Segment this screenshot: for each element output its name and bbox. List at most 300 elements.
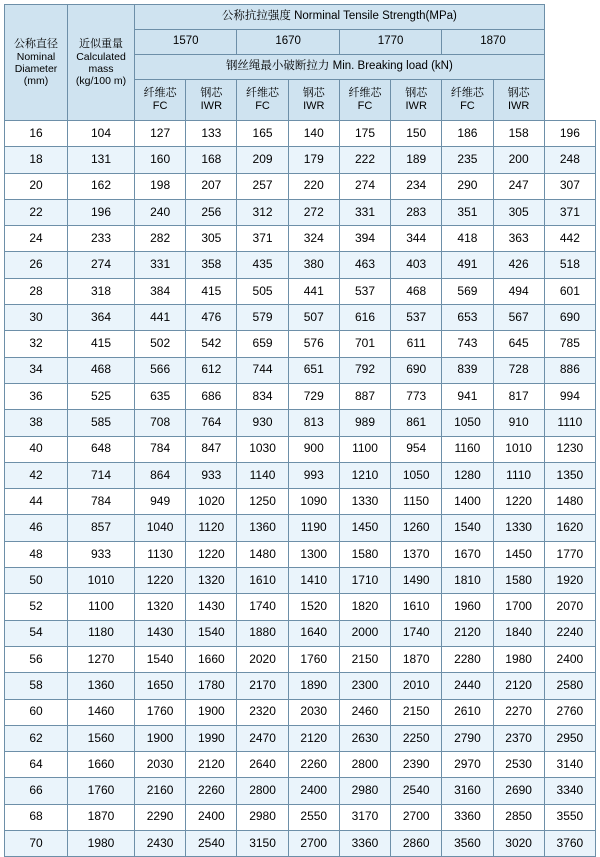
- cell-breaking-load: 248: [544, 147, 595, 173]
- table-row: [5, 462, 596, 488]
- cell-calculated-mass: 585: [68, 410, 135, 436]
- cell-breaking-load: 645: [493, 331, 544, 357]
- cell-breaking-load: 2260: [186, 778, 237, 804]
- cell-breaking-load: 864: [135, 462, 186, 488]
- cell-breaking-load: 1640: [288, 620, 339, 646]
- cell-breaking-load: 2950: [544, 725, 595, 751]
- cell-breaking-load: 537: [391, 305, 442, 331]
- cell-breaking-load: 2400: [544, 646, 595, 672]
- cell-calculated-mass: 104: [68, 121, 135, 147]
- header-core-iwr-1870: 钢芯 IWR: [493, 80, 544, 121]
- cell-calculated-mass: 131: [68, 147, 135, 173]
- cell-breaking-load: 441: [135, 305, 186, 331]
- cell-breaking-load: 1760: [288, 646, 339, 672]
- cell-breaking-load: 220: [288, 173, 339, 199]
- cell-breaking-load: 2120: [493, 673, 544, 699]
- cell-breaking-load: 2690: [493, 778, 544, 804]
- cell-breaking-load: 1820: [339, 594, 390, 620]
- cell-calculated-mass: 1270: [68, 646, 135, 672]
- cell-breaking-load: 282: [135, 226, 186, 252]
- wire-rope-spec-table: [4, 4, 596, 857]
- table-row: [5, 199, 596, 225]
- cell-breaking-load: 1980: [493, 646, 544, 672]
- cell-breaking-load: 2470: [237, 725, 288, 751]
- cell-breaking-load: 2000: [339, 620, 390, 646]
- cell-nominal-diameter: 64: [5, 752, 68, 778]
- cell-nominal-diameter: 24: [5, 226, 68, 252]
- cell-breaking-load: 784: [135, 436, 186, 462]
- cell-breaking-load: 256: [186, 199, 237, 225]
- cell-breaking-load: 2800: [237, 778, 288, 804]
- cell-breaking-load: 1120: [186, 515, 237, 541]
- cell-calculated-mass: 196: [68, 199, 135, 225]
- cell-calculated-mass: 525: [68, 383, 135, 409]
- header-grade-1570: 1570: [135, 30, 237, 55]
- cell-nominal-diameter: 42: [5, 462, 68, 488]
- cell-breaking-load: 2430: [135, 831, 186, 857]
- header-core-fc-1670: 纤维芯 FC: [237, 80, 288, 121]
- cell-breaking-load: 494: [493, 278, 544, 304]
- cell-calculated-mass: 784: [68, 489, 135, 515]
- cell-breaking-load: 2120: [288, 725, 339, 751]
- cell-calculated-mass: 233: [68, 226, 135, 252]
- cell-breaking-load: 1710: [339, 568, 390, 594]
- cell-breaking-load: 179: [288, 147, 339, 173]
- cell-breaking-load: 2980: [339, 778, 390, 804]
- cell-breaking-load: 3340: [544, 778, 595, 804]
- cell-calculated-mass: 1010: [68, 568, 135, 594]
- cell-breaking-load: 1890: [288, 673, 339, 699]
- cell-breaking-load: 274: [339, 173, 390, 199]
- cell-breaking-load: 729: [288, 383, 339, 409]
- cell-breaking-load: 3150: [237, 831, 288, 857]
- cell-calculated-mass: 468: [68, 357, 135, 383]
- cell-breaking-load: 160: [135, 147, 186, 173]
- header-grade-1870: 1870: [442, 30, 544, 55]
- cell-breaking-load: 847: [186, 436, 237, 462]
- cell-breaking-load: 158: [493, 121, 544, 147]
- cell-nominal-diameter: 48: [5, 541, 68, 567]
- cell-breaking-load: 3550: [544, 804, 595, 830]
- cell-breaking-load: 1870: [391, 646, 442, 672]
- header-core-iwr-1770: 钢芯 IWR: [391, 80, 442, 121]
- cell-breaking-load: 2030: [135, 752, 186, 778]
- cell-breaking-load: 635: [135, 383, 186, 409]
- cell-breaking-load: 1480: [544, 489, 595, 515]
- cell-breaking-load: 247: [493, 173, 544, 199]
- cell-breaking-load: 1230: [544, 436, 595, 462]
- cell-breaking-load: 234: [391, 173, 442, 199]
- cell-breaking-load: 1050: [442, 410, 493, 436]
- cell-breaking-load: 2300: [339, 673, 390, 699]
- cell-breaking-load: 133: [186, 121, 237, 147]
- cell-breaking-load: 127: [135, 121, 186, 147]
- table-row: [5, 173, 596, 199]
- cell-breaking-load: 235: [442, 147, 493, 173]
- cell-calculated-mass: 1660: [68, 752, 135, 778]
- cell-breaking-load: 651: [288, 357, 339, 383]
- cell-breaking-load: 1160: [442, 436, 493, 462]
- cell-breaking-load: 371: [237, 226, 288, 252]
- cell-breaking-load: 2260: [288, 752, 339, 778]
- cell-breaking-load: 507: [288, 305, 339, 331]
- cell-breaking-load: 175: [339, 121, 390, 147]
- cell-nominal-diameter: 22: [5, 199, 68, 225]
- cell-breaking-load: 567: [493, 305, 544, 331]
- cell-breaking-load: 426: [493, 252, 544, 278]
- cell-breaking-load: 1650: [135, 673, 186, 699]
- cell-breaking-load: 3560: [442, 831, 493, 857]
- cell-breaking-load: 2270: [493, 699, 544, 725]
- cell-nominal-diameter: 56: [5, 646, 68, 672]
- cell-breaking-load: 3360: [442, 804, 493, 830]
- cell-breaking-load: 537: [339, 278, 390, 304]
- cell-calculated-mass: 364: [68, 305, 135, 331]
- table-row: [5, 331, 596, 357]
- cell-nominal-diameter: 18: [5, 147, 68, 173]
- cell-calculated-mass: 162: [68, 173, 135, 199]
- cell-breaking-load: 1010: [493, 436, 544, 462]
- cell-breaking-load: 1210: [339, 462, 390, 488]
- table-row: [5, 699, 596, 725]
- cell-nominal-diameter: 26: [5, 252, 68, 278]
- cell-breaking-load: 1430: [135, 620, 186, 646]
- cell-breaking-load: 324: [288, 226, 339, 252]
- cell-breaking-load: 2150: [339, 646, 390, 672]
- cell-breaking-load: 1150: [391, 489, 442, 515]
- cell-breaking-load: 1190: [288, 515, 339, 541]
- cell-breaking-load: 1490: [391, 568, 442, 594]
- table-row: [5, 594, 596, 620]
- cell-breaking-load: 1740: [237, 594, 288, 620]
- cell-breaking-load: 3360: [339, 831, 390, 857]
- cell-calculated-mass: 1760: [68, 778, 135, 804]
- cell-nominal-diameter: 50: [5, 568, 68, 594]
- cell-breaking-load: 2070: [544, 594, 595, 620]
- cell-breaking-load: 1220: [493, 489, 544, 515]
- cell-breaking-load: 344: [391, 226, 442, 252]
- cell-nominal-diameter: 44: [5, 489, 68, 515]
- header-grade-1670: 1670: [237, 30, 339, 55]
- cell-calculated-mass: 1870: [68, 804, 135, 830]
- table-row: [5, 489, 596, 515]
- cell-nominal-diameter: 38: [5, 410, 68, 436]
- cell-breaking-load: 2150: [391, 699, 442, 725]
- cell-breaking-load: 2700: [391, 804, 442, 830]
- cell-breaking-load: 150: [391, 121, 442, 147]
- cell-breaking-load: 1480: [237, 541, 288, 567]
- table-body: [5, 121, 596, 857]
- cell-breaking-load: 505: [237, 278, 288, 304]
- cell-nominal-diameter: 70: [5, 831, 68, 857]
- cell-breaking-load: 2530: [493, 752, 544, 778]
- cell-calculated-mass: 1100: [68, 594, 135, 620]
- cell-breaking-load: 240: [135, 199, 186, 225]
- cell-breaking-load: 2980: [237, 804, 288, 830]
- cell-breaking-load: 1880: [237, 620, 288, 646]
- cell-breaking-load: 358: [186, 252, 237, 278]
- cell-breaking-load: 686: [186, 383, 237, 409]
- cell-breaking-load: 1320: [186, 568, 237, 594]
- cell-nominal-diameter: 28: [5, 278, 68, 304]
- cell-breaking-load: 2760: [544, 699, 595, 725]
- cell-breaking-load: 744: [237, 357, 288, 383]
- cell-breaking-load: 491: [442, 252, 493, 278]
- table-row: [5, 515, 596, 541]
- header-core-fc-1570: 纤维芯 FC: [135, 80, 186, 121]
- cell-breaking-load: 1670: [442, 541, 493, 567]
- cell-breaking-load: 1900: [186, 699, 237, 725]
- cell-breaking-load: 1540: [442, 515, 493, 541]
- cell-breaking-load: 1030: [237, 436, 288, 462]
- cell-breaking-load: 1220: [186, 541, 237, 567]
- header-core-fc-1770: 纤维芯 FC: [339, 80, 390, 121]
- cell-breaking-load: 569: [442, 278, 493, 304]
- cell-breaking-load: 933: [186, 462, 237, 488]
- cell-breaking-load: 579: [237, 305, 288, 331]
- cell-breaking-load: 954: [391, 436, 442, 462]
- cell-breaking-load: 1360: [237, 515, 288, 541]
- table-head: [5, 5, 596, 121]
- cell-breaking-load: 949: [135, 489, 186, 515]
- header-core-iwr-1570: 钢芯 IWR: [186, 80, 237, 121]
- cell-breaking-load: 2400: [186, 804, 237, 830]
- cell-breaking-load: 380: [288, 252, 339, 278]
- cell-breaking-load: 1140: [237, 462, 288, 488]
- cell-breaking-load: 2860: [391, 831, 442, 857]
- cell-nominal-diameter: 16: [5, 121, 68, 147]
- header-tensile-strength: 公称抗拉强度 Norminal Tensile Strength(MPa): [135, 5, 545, 30]
- cell-breaking-load: 2400: [288, 778, 339, 804]
- table-row: [5, 541, 596, 567]
- cell-breaking-load: 2850: [493, 804, 544, 830]
- cell-breaking-load: 442: [544, 226, 595, 252]
- cell-nominal-diameter: 20: [5, 173, 68, 199]
- cell-nominal-diameter: 30: [5, 305, 68, 331]
- cell-breaking-load: 612: [186, 357, 237, 383]
- cell-breaking-load: 1100: [339, 436, 390, 462]
- cell-breaking-load: 1020: [186, 489, 237, 515]
- cell-breaking-load: 690: [544, 305, 595, 331]
- cell-breaking-load: 209: [237, 147, 288, 173]
- table-row: [5, 305, 596, 331]
- header-min-breaking-load: 钢丝绳最小破断拉力 Min. Breaking load (kN): [135, 55, 545, 80]
- cell-calculated-mass: 857: [68, 515, 135, 541]
- cell-breaking-load: 198: [135, 173, 186, 199]
- cell-breaking-load: 415: [186, 278, 237, 304]
- cell-breaking-load: 792: [339, 357, 390, 383]
- cell-breaking-load: 435: [237, 252, 288, 278]
- cell-breaking-load: 861: [391, 410, 442, 436]
- cell-breaking-load: 1840: [493, 620, 544, 646]
- cell-breaking-load: 1700: [493, 594, 544, 620]
- table-row: [5, 252, 596, 278]
- header-grade-1770: 1770: [339, 30, 441, 55]
- header-nominal-diameter: 公称直径 Nominal Diameter (mm): [5, 5, 68, 121]
- table-row: [5, 383, 596, 409]
- cell-breaking-load: 384: [135, 278, 186, 304]
- header-calculated-mass: 近似重量 Calculated mass (kg/100 m): [68, 5, 135, 121]
- cell-breaking-load: 1250: [237, 489, 288, 515]
- cell-breaking-load: 1610: [237, 568, 288, 594]
- cell-breaking-load: 1050: [391, 462, 442, 488]
- table-row: [5, 278, 596, 304]
- cell-breaking-load: 283: [391, 199, 442, 225]
- cell-nominal-diameter: 52: [5, 594, 68, 620]
- cell-breaking-load: 2580: [544, 673, 595, 699]
- cell-breaking-load: 659: [237, 331, 288, 357]
- cell-breaking-load: 351: [442, 199, 493, 225]
- cell-breaking-load: 2250: [391, 725, 442, 751]
- cell-breaking-load: 2630: [339, 725, 390, 751]
- cell-breaking-load: 1990: [186, 725, 237, 751]
- cell-breaking-load: 817: [493, 383, 544, 409]
- cell-breaking-load: 371: [544, 199, 595, 225]
- cell-breaking-load: 2370: [493, 725, 544, 751]
- cell-nominal-diameter: 60: [5, 699, 68, 725]
- cell-breaking-load: 476: [186, 305, 237, 331]
- cell-breaking-load: 785: [544, 331, 595, 357]
- cell-breaking-load: 2020: [237, 646, 288, 672]
- cell-nominal-diameter: 54: [5, 620, 68, 646]
- cell-breaking-load: 2440: [442, 673, 493, 699]
- cell-breaking-load: 1450: [339, 515, 390, 541]
- cell-breaking-load: 576: [288, 331, 339, 357]
- cell-breaking-load: 463: [339, 252, 390, 278]
- cell-breaking-load: 1780: [186, 673, 237, 699]
- cell-breaking-load: 3170: [339, 804, 390, 830]
- table-row: [5, 226, 596, 252]
- cell-breaking-load: 690: [391, 357, 442, 383]
- cell-breaking-load: 601: [544, 278, 595, 304]
- cell-breaking-load: 2640: [237, 752, 288, 778]
- cell-breaking-load: 1280: [442, 462, 493, 488]
- cell-breaking-load: 2120: [442, 620, 493, 646]
- cell-breaking-load: 708: [135, 410, 186, 436]
- cell-breaking-load: 2610: [442, 699, 493, 725]
- cell-breaking-load: 653: [442, 305, 493, 331]
- cell-breaking-load: 1920: [544, 568, 595, 594]
- cell-nominal-diameter: 58: [5, 673, 68, 699]
- cell-breaking-load: 2800: [339, 752, 390, 778]
- table-row: [5, 646, 596, 672]
- cell-calculated-mass: 415: [68, 331, 135, 357]
- cell-breaking-load: 1620: [544, 515, 595, 541]
- cell-nominal-diameter: 68: [5, 804, 68, 830]
- cell-breaking-load: 305: [493, 199, 544, 225]
- cell-breaking-load: 2460: [339, 699, 390, 725]
- cell-breaking-load: 1740: [391, 620, 442, 646]
- cell-breaking-load: 2390: [391, 752, 442, 778]
- cell-breaking-load: 616: [339, 305, 390, 331]
- cell-breaking-load: 2320: [237, 699, 288, 725]
- table-row: [5, 673, 596, 699]
- cell-breaking-load: 813: [288, 410, 339, 436]
- cell-breaking-load: 910: [493, 410, 544, 436]
- cell-breaking-load: 834: [237, 383, 288, 409]
- cell-breaking-load: 2280: [442, 646, 493, 672]
- cell-calculated-mass: 1980: [68, 831, 135, 857]
- cell-breaking-load: 441: [288, 278, 339, 304]
- cell-calculated-mass: 1180: [68, 620, 135, 646]
- cell-breaking-load: 2700: [288, 831, 339, 857]
- cell-breaking-load: 566: [135, 357, 186, 383]
- cell-breaking-load: 1810: [442, 568, 493, 594]
- cell-breaking-load: 1900: [135, 725, 186, 751]
- cell-breaking-load: 2550: [288, 804, 339, 830]
- cell-nominal-diameter: 34: [5, 357, 68, 383]
- cell-breaking-load: 1660: [186, 646, 237, 672]
- cell-breaking-load: 3160: [442, 778, 493, 804]
- cell-breaking-load: 2010: [391, 673, 442, 699]
- cell-breaking-load: 1760: [135, 699, 186, 725]
- cell-nominal-diameter: 40: [5, 436, 68, 462]
- cell-breaking-load: 307: [544, 173, 595, 199]
- table-row: [5, 725, 596, 751]
- cell-breaking-load: 2540: [391, 778, 442, 804]
- cell-breaking-load: 1350: [544, 462, 595, 488]
- cell-breaking-load: 2540: [186, 831, 237, 857]
- cell-breaking-load: 1610: [391, 594, 442, 620]
- cell-breaking-load: 222: [339, 147, 390, 173]
- table-row: [5, 147, 596, 173]
- header-row-1: [5, 5, 596, 30]
- cell-breaking-load: 312: [237, 199, 288, 225]
- table-row: [5, 436, 596, 462]
- cell-calculated-mass: 318: [68, 278, 135, 304]
- cell-breaking-load: 1770: [544, 541, 595, 567]
- cell-breaking-load: 743: [442, 331, 493, 357]
- cell-breaking-load: 773: [391, 383, 442, 409]
- cell-breaking-load: 2970: [442, 752, 493, 778]
- table-row: [5, 357, 596, 383]
- cell-breaking-load: 1220: [135, 568, 186, 594]
- cell-breaking-load: 1580: [493, 568, 544, 594]
- cell-breaking-load: 2030: [288, 699, 339, 725]
- cell-breaking-load: 290: [442, 173, 493, 199]
- cell-breaking-load: 2240: [544, 620, 595, 646]
- cell-breaking-load: 1400: [442, 489, 493, 515]
- cell-breaking-load: 1040: [135, 515, 186, 541]
- cell-breaking-load: 839: [442, 357, 493, 383]
- cell-breaking-load: 900: [288, 436, 339, 462]
- cell-breaking-load: 189: [391, 147, 442, 173]
- cell-breaking-load: 887: [339, 383, 390, 409]
- cell-breaking-load: 1960: [442, 594, 493, 620]
- cell-breaking-load: 3020: [493, 831, 544, 857]
- header-core-iwr-1670: 钢芯 IWR: [288, 80, 339, 121]
- cell-breaking-load: 1320: [135, 594, 186, 620]
- cell-breaking-load: 993: [288, 462, 339, 488]
- cell-breaking-load: 2290: [135, 804, 186, 830]
- cell-breaking-load: 728: [493, 357, 544, 383]
- cell-nominal-diameter: 32: [5, 331, 68, 357]
- cell-breaking-load: 542: [186, 331, 237, 357]
- cell-breaking-load: 764: [186, 410, 237, 436]
- cell-breaking-load: 394: [339, 226, 390, 252]
- cell-breaking-load: 930: [237, 410, 288, 436]
- table-row: [5, 410, 596, 436]
- cell-breaking-load: 257: [237, 173, 288, 199]
- cell-nominal-diameter: 36: [5, 383, 68, 409]
- cell-breaking-load: 611: [391, 331, 442, 357]
- cell-breaking-load: 1540: [186, 620, 237, 646]
- cell-breaking-load: 1130: [135, 541, 186, 567]
- cell-nominal-diameter: 66: [5, 778, 68, 804]
- table-row: [5, 620, 596, 646]
- cell-calculated-mass: 1360: [68, 673, 135, 699]
- cell-nominal-diameter: 46: [5, 515, 68, 541]
